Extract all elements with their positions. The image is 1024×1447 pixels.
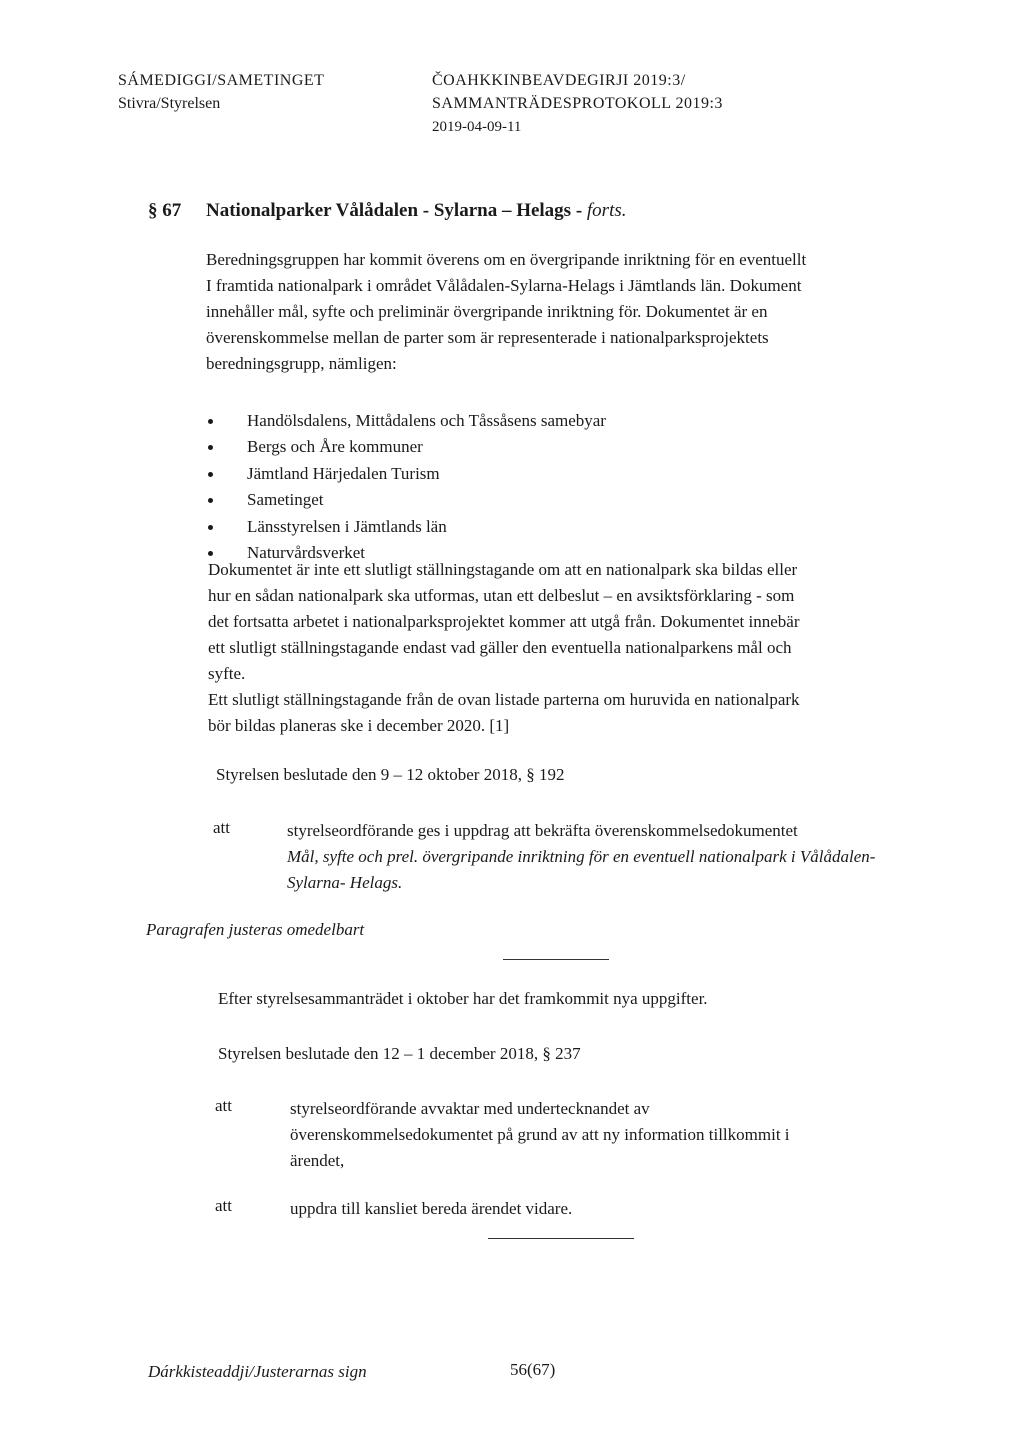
text-line: Beredningsgruppen har kommit överens om en övergripande inriktning för en eventuellt [206, 250, 807, 269]
list-item [208, 434, 606, 460]
text-line: beredningsgrupp, nämligen: [206, 354, 397, 373]
list-item [208, 408, 606, 434]
organization-sub: Stivra/Styrelsen [118, 95, 221, 112]
clarification-paragraph [208, 557, 799, 687]
timeline-paragraph [208, 687, 800, 739]
section-number: § 67 [148, 200, 182, 221]
text-line: Ett slutligt ställningstagande från de ovan listade parterna om huruvida en nationalpark [208, 690, 800, 709]
decision-text [290, 1196, 572, 1222]
list-item-label: Länsstyrelsen i Jämtlands län [247, 516, 447, 536]
section-title [206, 200, 627, 222]
text-line: styrelseordförande avvaktar med undertecknandet av [290, 1099, 650, 1118]
text-line: innehåller mål, syfte och preliminär övergripande inriktning för. Dokumentet är en [206, 302, 768, 321]
text-line: det fortsatta arbetet i nationalparksprojektet kommer att utgå från. Dokumentet innebär [208, 612, 800, 631]
bullet-icon [208, 419, 213, 424]
justification-note: Paragrafen justeras omedelbart [146, 920, 365, 939]
decision-text [290, 1096, 790, 1174]
separator-line [503, 959, 609, 960]
text-line: bör bildas planeras ske i december 2020. [1] [208, 716, 510, 735]
list-item-label: Sametinget [247, 490, 324, 510]
list-item-label: Handölsdalens, Mittådalens och Tåssåsens samebyar [247, 411, 606, 430]
document-title-line: Sylarna- Helags. [287, 873, 403, 892]
section-title-suffix: forts. [586, 200, 627, 221]
text-line: överenskommelsedokumentet på grund av att ny information tillkommit i [290, 1125, 790, 1144]
after-note: Efter styrelsesammanträdet i oktober har det framkommit nya uppgifter. [218, 989, 708, 1008]
decision-label: att [215, 1196, 232, 1215]
meeting-date: 2019-04-09-11 [432, 119, 522, 135]
bullet-icon [208, 445, 213, 450]
bullet-icon [208, 472, 213, 477]
bullet-icon [208, 551, 213, 556]
decision-label: att [213, 818, 230, 837]
protocol-title: ČOAHKKINBEAVDEGIRJI 2019:3/ [432, 72, 686, 89]
text-line: I framtida nationalpark i området Vålådalen-Sylarna-Helags i Jämtlands län. Dokument [206, 276, 802, 295]
decision-heading: Styrelsen beslutade den 9 – 12 oktober 2018, § 192 [216, 765, 565, 784]
text-line: överenskommelse mellan de parter som är representerade i nationalparksprojektets [206, 328, 769, 347]
list-item [208, 461, 606, 487]
text-line: Dokumentet är inte ett slutligt ställningstagande om att en nationalpark ska bildas eller [208, 560, 798, 579]
protocol-subtitle: SAMMANTRÄDESPROTOKOLL 2019:3 [432, 95, 723, 112]
bullet-icon [208, 498, 213, 503]
list-item [208, 514, 606, 540]
parties-list [208, 408, 606, 566]
page-number: 56(67) [510, 1360, 556, 1379]
intro-paragraph [206, 247, 806, 377]
text-line: uppdra till kansliet bereda ärendet vidare. [290, 1199, 573, 1218]
list-item-label: Jämtland Härjedalen Turism [247, 463, 440, 483]
separator-line [488, 1238, 634, 1239]
document-title-line: Mål, syfte och prel. övergripande inriktning för en eventuell nationalpark i Vålådalen- [287, 847, 876, 866]
text-line: syfte. [208, 664, 246, 683]
text-line: styrelseordförande ges i uppdrag att bekräfta överenskommelsedokumentet [287, 821, 798, 840]
text-line: ett slutligt ställningstagande endast vad gäller den eventuella nationalparkens mål och [208, 638, 792, 657]
signature-label: Dárkkisteaddji/Justerarnas sign [148, 1362, 367, 1381]
decision-heading: Styrelsen beslutade den 12 – 1 december 2018, § 237 [218, 1044, 581, 1063]
organization-name: SÁMEDIGGI/SAMETINGET [118, 72, 325, 89]
list-item [208, 487, 606, 513]
bullet-icon [208, 525, 213, 530]
section-title-text: Nationalparker Vålådalen - Sylarna – Helags - [206, 200, 587, 221]
list-item-label: Bergs och Åre kommuner [247, 437, 423, 457]
decision-label: att [215, 1096, 232, 1115]
decision-text [287, 818, 875, 896]
text-line: hur en sådan nationalpark ska utformas, utan ett delbeslut – en avsiktsförklaring - som [208, 586, 795, 605]
text-line: ärendet, [290, 1151, 345, 1170]
list-item-label: Naturvårdsverket [247, 543, 366, 563]
